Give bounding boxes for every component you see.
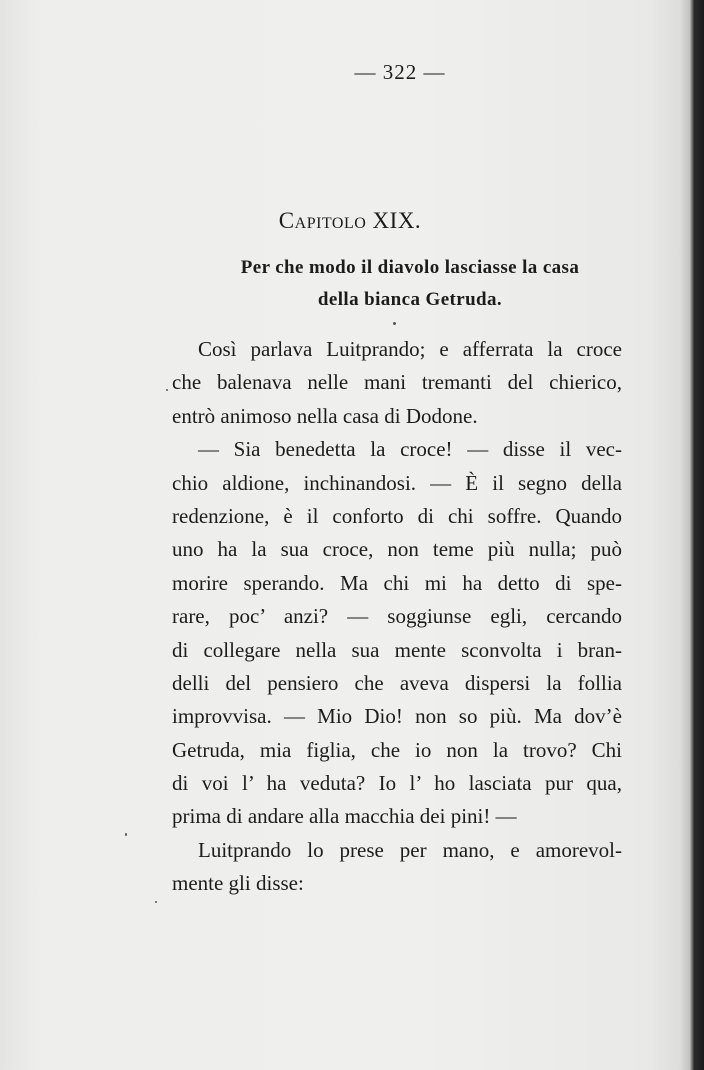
text-line: — Sia benedetta la croce! — disse il vec-: [198, 437, 622, 462]
text-line: improvvisa. — Mio Dio! non so più. Ma dov’è: [172, 704, 622, 729]
body-text: [172, 333, 622, 901]
text-line: che balenava nelle mani tremanti del chierico,: [172, 370, 622, 395]
chapter-heading: [200, 208, 500, 234]
page-edge: [690, 0, 704, 1070]
subtitle-line-2: della bianca Getruda.: [317, 289, 503, 310]
ink-speck: [166, 389, 168, 391]
chapter-subtitle: [180, 252, 640, 316]
text-line: morire sperando. Ma chi mi ha detto di spe-: [172, 570, 622, 595]
text-line: chio aldione, inchinandosi. — È il segno della: [172, 470, 622, 495]
text-line: redenzione, è il conforto di chi soffre. Quando: [172, 503, 622, 528]
ink-speck: [125, 833, 127, 836]
text-line: Luitprando lo prese per mano, e amorevol-: [198, 837, 622, 862]
text-line: Getruda, mia figlia, che io non la trovo? Chi: [172, 737, 622, 762]
chapter-label: Capitolo: [278, 208, 367, 233]
text-line: entrò animoso nella casa di Dodone.: [172, 403, 478, 428]
ink-speck: [393, 322, 396, 325]
page-number: — 322 —: [354, 60, 446, 84]
text-line: mente gli disse:: [172, 871, 304, 896]
page-gutter-shadow: [680, 0, 690, 1070]
text-line: di voi l’ ha veduta? Io l’ ho lasciata pur qua,: [172, 771, 622, 796]
text-line: rare, poc’ anzi? — soggiunse egli, cercando: [172, 604, 622, 629]
text-line: Così parlava Luitprando; e afferrata la croce: [198, 337, 622, 361]
text-line: di collegare nella sua mente sconvolta i bran-: [172, 637, 622, 662]
subtitle-line-1: Per che modo il diavolo lasciasse la casa: [240, 257, 580, 278]
chapter-numeral: XIX.: [372, 208, 422, 233]
text-line: delli del pensiero che aveva dispersi la follia: [172, 670, 622, 695]
text-line: uno ha la sua croce, non teme più nulla; può: [172, 537, 622, 562]
ink-speck: [155, 901, 157, 903]
text-line: prima di andare alla macchia dei pini! —: [172, 804, 517, 829]
